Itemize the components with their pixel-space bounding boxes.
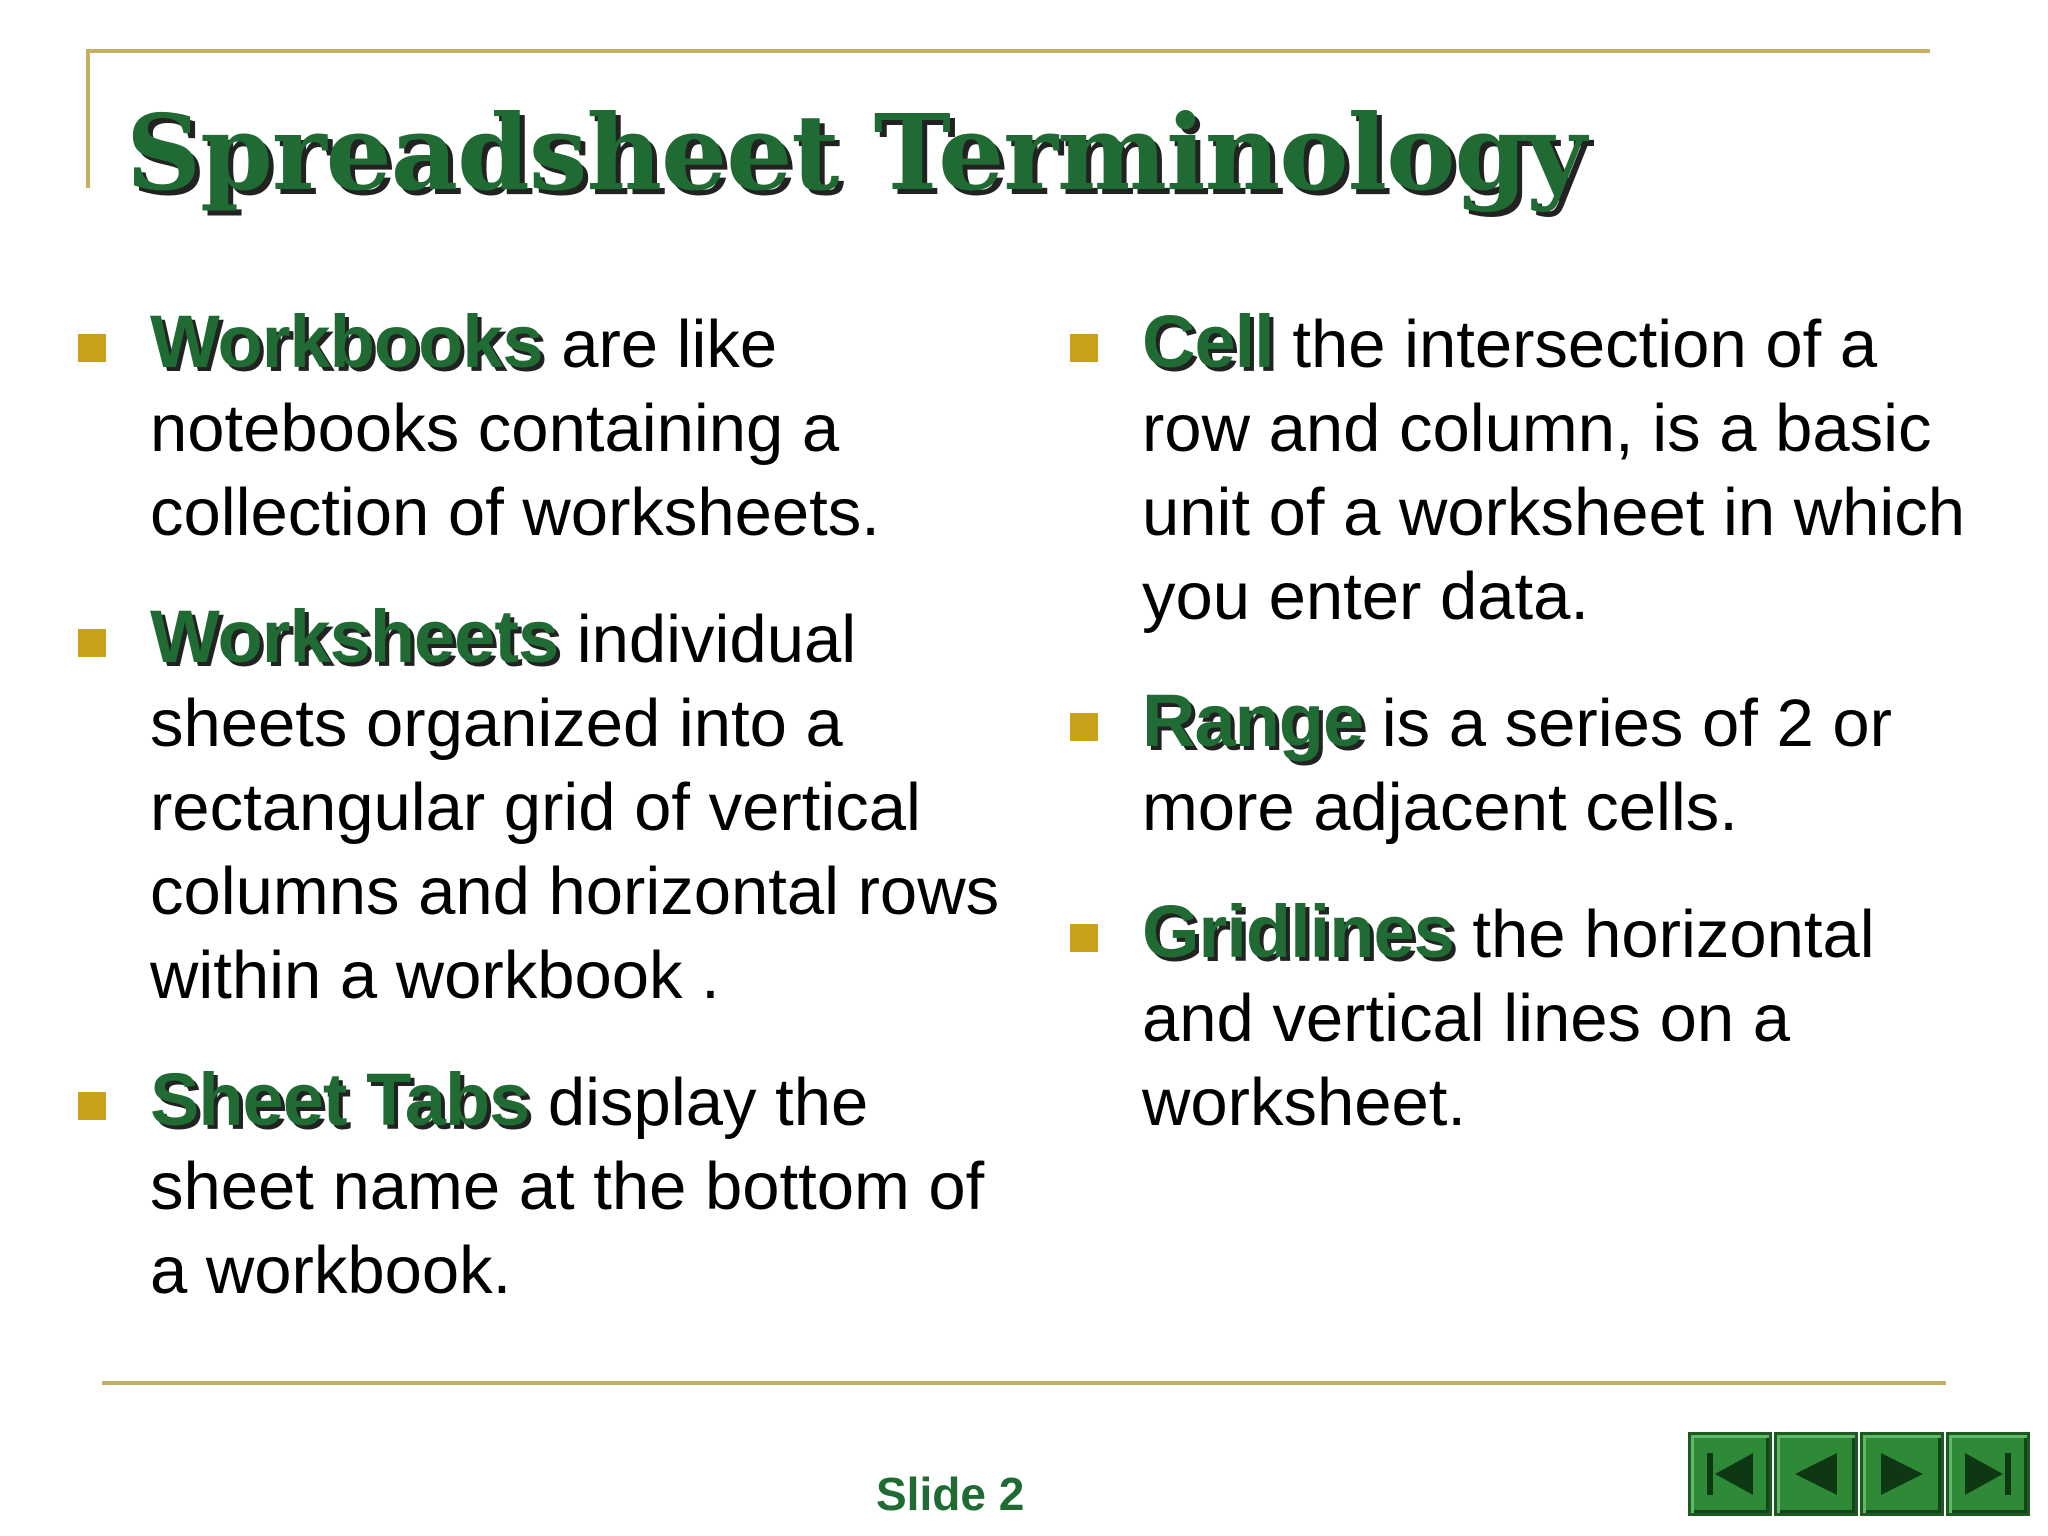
bullet-sheet-tabs <box>72 1058 1032 1313</box>
left-divider <box>86 49 90 188</box>
term-label: Cell <box>1142 300 1274 383</box>
bottom-divider <box>102 1381 1946 1385</box>
term-definition: are like notebooks containing a collection of worksheets. <box>150 307 880 550</box>
slide-title: Spreadsheet Terminology <box>126 91 1586 214</box>
first-slide-icon <box>1699 1443 1761 1505</box>
term-label: Sheet Tabs <box>150 1058 530 1141</box>
square-bullet-icon <box>78 629 106 657</box>
left-bullet-list <box>72 300 1032 1313</box>
term-label: Workbooks <box>150 300 543 383</box>
slide-number: Slide 2 <box>876 1468 1025 1520</box>
previous-slide-button[interactable] <box>1774 1432 1858 1516</box>
top-divider <box>86 49 1930 53</box>
next-slide-button[interactable] <box>1860 1432 1944 1516</box>
term-label: Range <box>1142 679 1364 762</box>
bullet-workbooks <box>72 300 1032 555</box>
bullet-range <box>1064 679 1994 850</box>
square-bullet-icon <box>78 1092 106 1120</box>
last-slide-button[interactable] <box>1946 1432 2030 1516</box>
next-slide-icon <box>1871 1443 1933 1505</box>
last-slide-icon <box>1957 1443 2019 1505</box>
previous-slide-icon <box>1785 1443 1847 1505</box>
term-definition: is a series of 2 or more adjacent cells. <box>1142 686 1892 845</box>
bullet-gridlines <box>1064 890 1994 1145</box>
bullet-worksheets <box>72 595 1032 1018</box>
right-bullet-list <box>1064 300 1994 1145</box>
square-bullet-icon <box>1070 713 1098 741</box>
square-bullet-icon <box>1070 334 1098 362</box>
bullet-cell <box>1064 300 1994 639</box>
term-definition: the horizontal and vertical lines on a worksheet. <box>1142 897 1875 1140</box>
term-definition: display the sheet name at the bottom of a workbook. <box>150 1065 985 1308</box>
term-label: Gridlines <box>1142 890 1454 973</box>
first-slide-button[interactable] <box>1688 1432 1772 1516</box>
term-definition: the intersection of a row and column, is a basic unit of a worksheet in which you enter data. <box>1142 307 1966 634</box>
square-bullet-icon <box>1070 924 1098 952</box>
term-label: Worksheets <box>150 595 559 678</box>
term-definition: individual sheets organized into a rectangular grid of vertical columns and horizontal rows within a workbook . <box>150 602 1000 1013</box>
square-bullet-icon <box>78 334 106 362</box>
slide-navigation <box>1688 1432 2030 1516</box>
